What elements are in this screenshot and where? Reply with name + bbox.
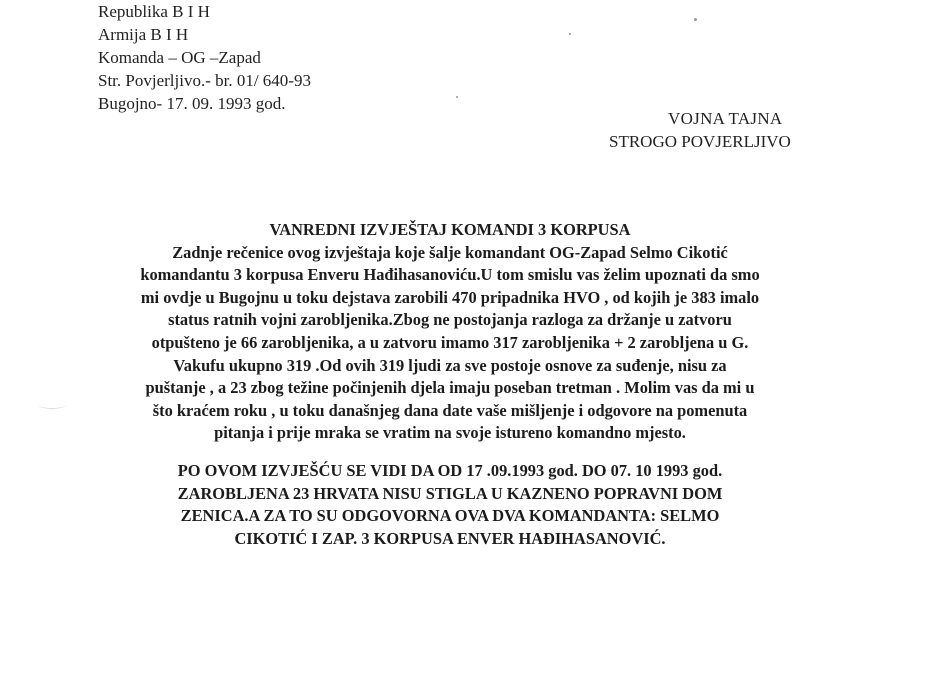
letterhead-army: Armija B I H: [98, 25, 189, 44]
letterhead-place-date: Bugojno- 17. 09. 1993 god.: [98, 94, 286, 113]
report-section: [92, 219, 808, 445]
conclusion-line: ZAROBLJENA 23 HRVATA NISU STIGLA U KAZNENO POPRAVNI DOM: [177, 483, 723, 503]
report-line: Vakufu ukupno 319 .Od ovih 319 ljudi za sve postoje osnove za suđenje, nisu za: [173, 355, 727, 375]
report-line: komandantu 3 korpusa Enveru Hađihasanoviću.U tom smislu vas želim upoznati da smo: [140, 265, 760, 285]
letterhead-country: Republika B I H: [98, 2, 210, 21]
scan-speck: [694, 18, 697, 21]
report-line: mi ovdje u Bugojnu u toku dejstava zarobili 470 pripadnika HVO , od kojih je 383 imalo: [140, 287, 760, 307]
classification-military-secret: VOJNA TAJNA: [668, 109, 783, 128]
report-title: VANREDNI IZVJEŠTAJ KOMANDI 3 KORPUSA: [269, 220, 631, 239]
conclusion-line: CIKOTIĆ I ZAP. 3 KORPUSA ENVER HAĐIHASANOVIĆ.: [234, 528, 666, 548]
scan-edge-mark: [38, 400, 66, 409]
conclusion-line: ZENICA.A ZA TO SU ODGOVORNA OVA DVA KOMANDANTA: SELMO: [180, 506, 720, 526]
conclusion-line: PO OVOM IZVJEŠĆU SE VIDI DA OD 17 .09.1993 god. DO 07. 10 1993 god.: [177, 461, 723, 480]
letterhead: [98, 0, 311, 115]
classification-strictly-confidential: STROGO POVJERLJIVO: [609, 132, 791, 151]
report-line: što kraćem roku , u toku današnjeg dana date vaše mišljenje i odgovore na pomenuta: [152, 400, 748, 420]
report-line: pitanja i prije mraka se vratim na svoje istureno komandno mjesto.: [214, 423, 686, 443]
scan-speck: [569, 33, 571, 35]
report-line: status ratnih vojni zarobljenika.Zbog ne postojanja razloga za držanje u zatvoru: [168, 310, 732, 330]
report-line: Zadnje rečenice ovog izvještaja koje šalje komandant OG-Zapad Selmo Cikotić: [172, 242, 728, 262]
report-line: otpušteno je 66 zarobljenika, a u zatvoru imamo 317 zarobljenika + 2 zarobljena u G.: [151, 332, 749, 352]
conclusion-section: [92, 460, 808, 550]
letterhead-reference-number: Str. Povjerljivo.- br. 01/ 640-93: [98, 71, 311, 90]
letterhead-command: Komanda – OG –Zapad: [98, 48, 261, 67]
report-line: puštanje , a 23 zbog težine počinjenih djela imaju poseban tretman . Molim vas da mi u: [145, 378, 755, 398]
scan-speck: [456, 96, 458, 98]
